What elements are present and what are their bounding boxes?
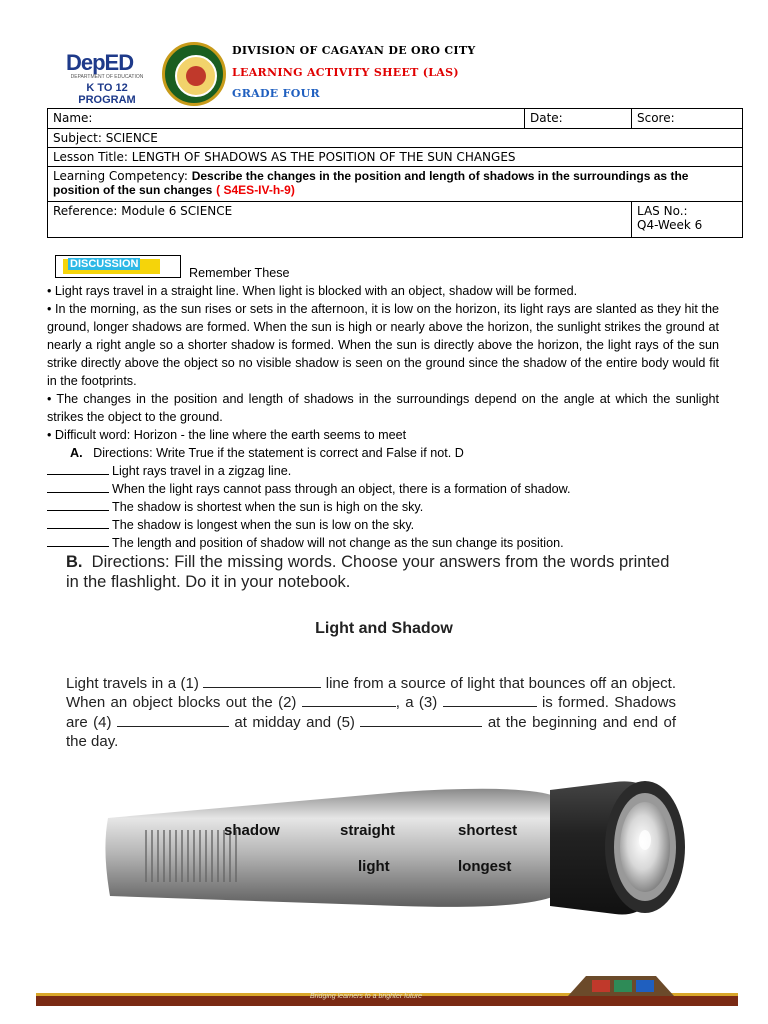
las-no-cell [632,202,743,238]
reference: Reference: Module 6 SCIENCE [53,204,233,218]
tf-blank-4[interactable] [47,517,109,529]
competency-text: Describe the changes in the position and length of shadows in the surroundings as the position of the sun changes [53,169,689,197]
para-part-2: line from a source of light that bounces off an object. When an object blocks out the (2) [66,675,676,712]
para-part-4: is formed. Shadows are (4) [66,694,677,731]
tf-blank-2[interactable] [47,481,109,493]
flashlight-image [100,778,700,920]
deped-logo-subtext: DEPARTMENT OF EDUCATION [70,74,144,80]
word-bank-shortest: shortest [458,822,518,839]
name-cell[interactable] [48,109,525,129]
para-part-3: , a (3) [395,694,438,712]
flashlight-icon [100,778,700,920]
score-label: Score: [637,111,675,125]
subject: Subject: SCIENCE [53,131,158,145]
discussion-tag-label: DISCUSSION [70,258,139,270]
grade-level: GRADE FOUR [232,87,320,100]
competency-cell [48,167,743,202]
answer-blank-2[interactable] [302,694,396,707]
word-bank-longest: longest [458,858,512,875]
bullet-3-text: The changes in the position and length of shadows in the surroundings depend on the angle at which the sunlight strikes the object to the ground. [47,392,719,424]
word-bank-light: light [358,858,390,875]
competency-code: ( S4ES-IV-h-9) [216,183,295,197]
tf-blank-1[interactable] [47,463,109,475]
info-table [47,108,743,238]
subject-cell [48,129,743,148]
reference-cell [48,202,632,238]
part-a-letter: A. [70,446,83,460]
date-label: Date: [530,111,563,125]
las-title: LEARNING ACTIVITY SHEET (LAS) [232,66,459,79]
las-no-label: LAS No.: [637,204,688,218]
lesson-label: Lesson Title: [53,150,128,164]
tf-item-3 [47,498,423,516]
part-a-directions [70,444,464,462]
part-a-directions-text: Directions: Write True if the statement is correct and False if not. D [93,446,464,460]
tf-item-4 [47,516,414,534]
answer-blank-4[interactable] [117,714,229,727]
las-no: Q4-Week 6 [637,218,703,232]
footer-emblem-icon [566,972,676,998]
date-cell[interactable] [525,109,632,129]
competency-label: Learning Competency: [53,169,188,183]
footer-slogan: Bridging learners to a brighter future [310,993,423,1000]
deped-logo-text: DepED [66,50,134,75]
lesson-title: LENGTH OF SHADOWS AS THE POSITION OF THE SUN CHANGES [131,150,516,164]
word-bank-shadow: shadow [224,822,280,839]
tf-blank-5[interactable] [47,535,109,547]
word-bank-straight: straight [340,822,396,839]
tf-item-4-text: The shadow is longest when the sun is low on the sky. [112,518,415,532]
bullet-1: • Light rays travel in a straight line. When light is blocked with an object, shadow will be formed. [47,284,578,298]
bullet-4: • Difficult word: Horizon - the line where the earth seems to meet [47,428,407,442]
division-seal [162,42,226,106]
tf-item-2 [47,480,571,498]
tf-item-5 [47,534,564,552]
fill-in-paragraph [66,674,676,752]
division-name: DIVISION OF CAGAYAN DE ORO CITY [232,44,476,57]
bullet-3: • The changes in the position and length of shadows in the surroundings depend on the angle at which the sunlight strikes the object to the ground. [47,392,719,424]
tf-item-3-text: The shadow is shortest when the sun is high on the sky. [112,500,424,514]
part-b-directions [66,552,686,592]
k12-label: K TO 12 PROGRAM [78,82,136,106]
tf-item-2-text: When the light rays cannot pass through an object, there is a formation of shadow. [112,482,571,496]
discussion-tag [55,255,181,278]
para-part-5: at midday and (5) [234,713,355,731]
activity-title: Light and Shadow [315,620,453,637]
bullet-4-text: Difficult word: Horizon - the line where the earth seems to meet [54,428,407,442]
tf-item-1-text: Light rays travel in a zigzag line. [112,464,292,478]
part-b-letter: B. [66,553,83,571]
discussion-heading: Remember These [189,266,290,280]
name-label: Name: [53,111,93,125]
bullet-2-text: In the morning, as the sun rises or sets in the afternoon, it is low on the horizon, its light rays are slanted as they hit the ground, longer shadows are formed. When the sun is high or nearly above the horizon, the sunlight strikes the ground at nearly a right angle so a shorter shadow is formed. When the sun is directly above the horizon, the light rays of the sun strike directly above the object so no visible shadow is seen on the ground since the shadow of the entire body would fit in the footprints. [47,302,719,388]
answer-blank-5[interactable] [360,714,482,727]
para-part-1: Light travels in a (1) [66,675,199,692]
bullet-1-text: Light rays travel in a straight line. When light is blocked with an object, shadow will be formed. [54,284,578,298]
answer-blank-3[interactable] [443,694,537,707]
answer-blank-1[interactable] [203,675,321,688]
score-cell[interactable] [632,109,743,129]
tf-blank-3[interactable] [47,499,109,511]
tf-item-1 [47,462,291,480]
deped-logo [66,50,148,106]
part-b-directions-text: Directions: Fill the missing words. Choose your answers from the words printed in the flashlight. Do it in your notebook. [66,553,670,591]
bullet-2: • In the morning, as the sun rises or sets in the afternoon, it is low on the horizon, its light rays are slanted as they hit the ground, longer shadows are formed. When the sun is high or nearly above the horizon, the sunlight strikes the ground at nearly a right angle so a shorter shadow is formed. When the sun is directly above the horizon, the light rays of the sun strike directly above the object so no visible shadow is seen on the ground since the shadow of the entire body would fit in the footprints. [47,302,719,388]
para-part-6: at the beginning and end of the day. [66,713,677,751]
lesson-cell [48,148,743,167]
tf-item-5-text: The length and position of shadow will not change as the sun change its position. [112,536,564,550]
